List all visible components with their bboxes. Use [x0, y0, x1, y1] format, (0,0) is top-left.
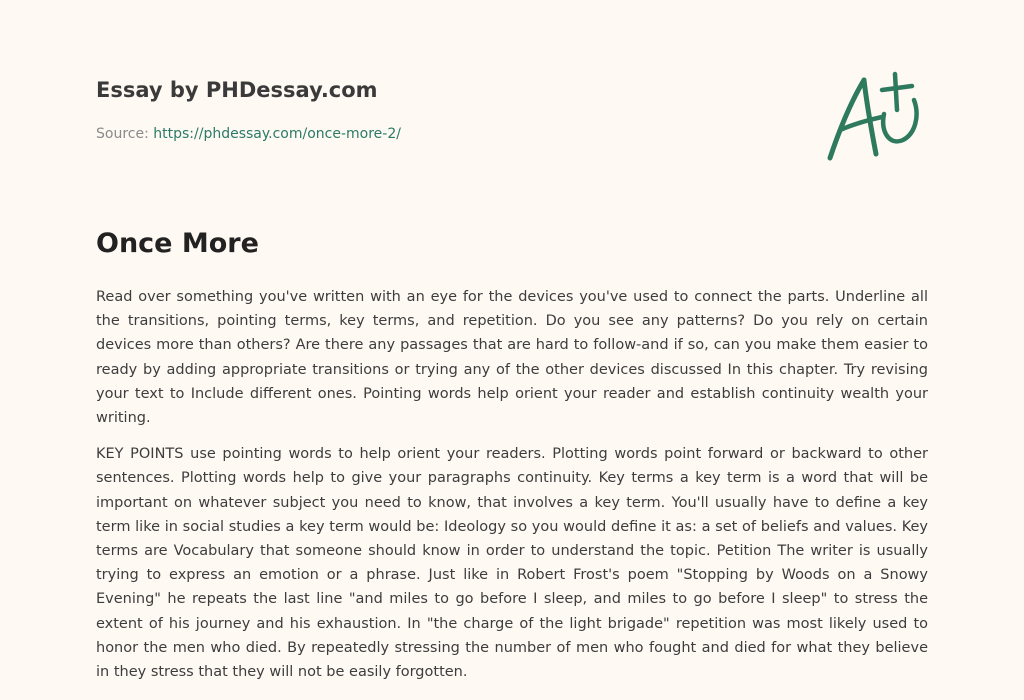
a-plus-logo-icon [820, 66, 930, 166]
source-link[interactable]: https://phdessay.com/once-more-2/ [153, 126, 401, 142]
essay-body [96, 285, 928, 696]
essay-paragraph: KEY POINTS use pointing words to help orient your readers. Plotting words point forward or backward to other sentences. Plotting words help to give your paragraphs continuity. Key terms a key term is a word that will be important on whatever subject you need to know, that involves a key term. You'll usually have to define a key term like in social studies a key term would be: Ideology so you would define it as: a set of beliefs and values. Key terms are Vocabulary that someone should know in order to understand the topic. Petition The writer is usually trying to express an emotion or a phrase. Just like in Robert Frost's poem "Stopping by Woods on a Snowy Evening" he repeats the last line "and miles to go before I sleep, and miles to go before I sleep" to stress the extent of his journey and his exhaustion. In "the charge of the light brigade" repetition was most likely used to honor the men who died. By repeatedly stressing the number of men who fought and died for what they believe in they stress that they will not be easily forgotten. [96, 446, 928, 681]
page-header [96, 76, 796, 144]
source-line [96, 124, 796, 144]
essay-paragraph: Read over something you've written with an eye for the devices you've used to connect the parts. Underline all the transitions, pointing terms, key terms, and repetition. Do you see any patterns? Do you rely on certain devices more than others? Are there any passages that are hard to follow-and if so, can you make them easier to ready by adding appropriate transitions or trying any of the other devices discussed In this chapter. Try revising your text to Include different ones. Pointing words help orient your reader and establish continuity wealth your writing. [96, 289, 928, 427]
logo-checkmark [883, 100, 916, 141]
essay-title: Once More [96, 228, 259, 259]
logo-plus-vertical [895, 74, 897, 110]
source-label: Source: [96, 126, 149, 142]
logo-plus-horizontal [882, 86, 912, 90]
site-title: Essay by PHDessay.com [96, 78, 378, 102]
logo-letter-a-left-stroke [830, 80, 864, 158]
